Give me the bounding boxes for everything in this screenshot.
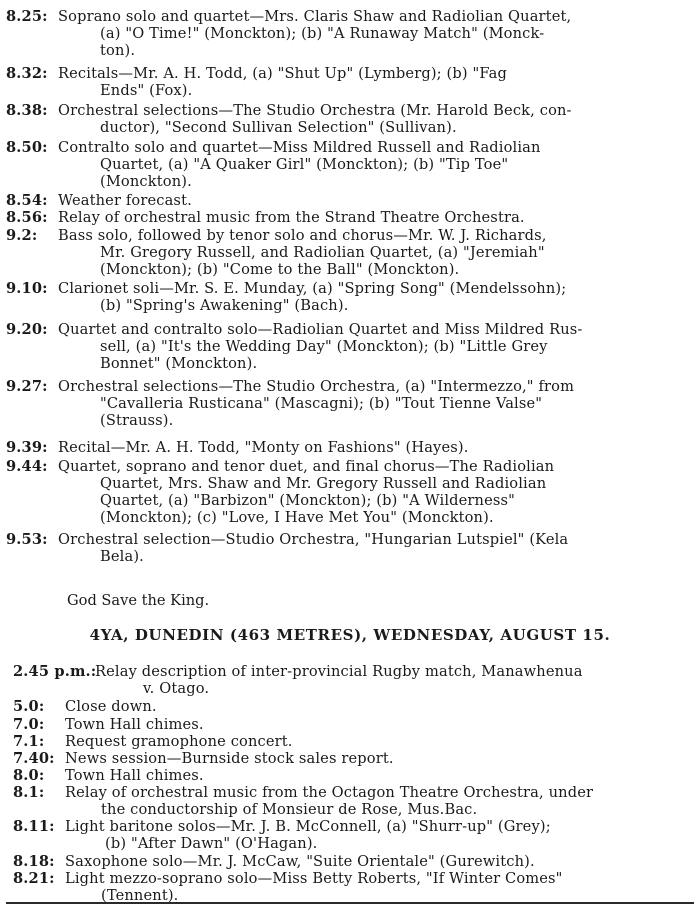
entry-text	[58, 321, 582, 372]
entry-time: 8.54:	[6, 192, 48, 209]
entry-line: News session—Burnside stock sales report.	[65, 750, 394, 767]
entry-time: 8.25:	[6, 8, 48, 25]
entry-time: 9.20:	[6, 321, 48, 338]
entry-time: 8.56:	[6, 209, 48, 226]
entry-line: (b) "After Dawn" (O'Hagan).	[105, 835, 318, 852]
entry-time: 7.0:	[13, 716, 45, 733]
entry-time: 9.39:	[6, 439, 48, 456]
entry-line: Relay description of inter-provincial Rugby match, Manawhenua	[95, 663, 583, 680]
entry-line: Bonnet" (Monckton).	[100, 355, 258, 372]
entry-text	[58, 102, 572, 136]
entry-line: Recitals—Mr. A. H. Todd, (a) "Shut Up" (Lymberg); (b) "Fag	[58, 65, 507, 82]
entry-line: ton).	[100, 42, 136, 59]
entry-time: 8.11:	[13, 818, 55, 835]
entry-line: Clarionet soli—Mr. S. E. Munday, (a) "Spring Song" (Mendelssohn);	[58, 280, 567, 297]
entry-text	[58, 378, 574, 429]
entry-line: ductor), "Second Sullivan Selection" (Sullivan).	[100, 119, 457, 136]
entry-time: 5.0:	[13, 698, 45, 715]
entry-text	[65, 784, 593, 818]
entry-text	[58, 531, 568, 565]
bottom-rule	[6, 902, 694, 904]
entry-time: 7.40:	[13, 750, 55, 767]
entry-line: Orchestral selections—The Studio Orchestra, (a) "Intermezzo," from	[58, 378, 575, 395]
entry-line: Town Hall chimes.	[65, 716, 204, 733]
entry-text	[65, 767, 204, 784]
entry-time: 9.53:	[6, 531, 48, 548]
entry-line: Saxophone solo—Mr. J. McCaw, "Suite Orientale" (Gurewitch).	[65, 853, 535, 870]
entry-time: 9.10:	[6, 280, 48, 297]
entry-text	[58, 65, 507, 99]
entry-line: Quartet, (a) "A Quaker Girl" (Monckton); (b) "Tip Toe"	[100, 156, 509, 173]
entry-text	[65, 750, 394, 767]
entry-line: Bass solo, followed by tenor solo and chorus—Mr. W. J. Richards,	[58, 227, 547, 244]
entry-time: 2.45 p.m.:	[13, 663, 97, 680]
entry-line: (Monckton).	[100, 173, 192, 190]
entry-line: Relay of orchestral music from the Octagon Theatre Orchestra, under	[65, 784, 594, 801]
entry-text	[65, 853, 535, 870]
entry-line: Orchestral selection—Studio Orchestra, "Hungarian Lutspiel" (Kela	[58, 531, 569, 548]
entry-line: the conductorship of Monsieur de Rose, Mus.Bac.	[101, 801, 478, 818]
entry-text	[65, 698, 157, 715]
entry-line: Close down.	[65, 698, 157, 715]
entry-text	[58, 209, 525, 226]
entry-line: "Cavalleria Rusticana" (Mascagni); (b) "Tout Tienne Valse"	[100, 395, 543, 412]
entry-line: Quartet and contralto solo—Radiolian Quartet and Miss Mildred Rus-	[58, 321, 583, 338]
entry-line: (b) "Spring's Awakening" (Bach).	[100, 297, 349, 314]
entry-time: 8.38:	[6, 102, 48, 119]
entry-text	[65, 733, 293, 750]
entry-text	[58, 458, 554, 526]
entry-line: Bela).	[100, 548, 144, 565]
entry-time: 9.2:	[6, 227, 38, 244]
entry-time: 9.27:	[6, 378, 48, 395]
entry-text	[58, 280, 566, 314]
entry-line: Relay of orchestral music from the Strand Theatre Orchestra.	[58, 209, 525, 226]
entry-text	[95, 663, 583, 697]
entry-line: (Monckton); (b) "Come to the Ball" (Monckton).	[100, 261, 460, 278]
station-heading: 4YA, DUNEDIN (463 METRES), WEDNESDAY, AUGUST 15.	[89, 626, 611, 644]
entry-line: Orchestral selections—The Studio Orchestra (Mr. Harold Beck, con-	[58, 102, 572, 119]
entry-time: 8.1:	[13, 784, 45, 801]
entry-text	[58, 227, 547, 278]
entry-text	[65, 818, 551, 852]
entry-line: Quartet, (a) "Barbizon" (Monckton); (b) "A Wilderness"	[100, 492, 516, 509]
entry-line: Request gramophone concert.	[65, 733, 293, 750]
entry-line: Ends" (Fox).	[100, 82, 193, 99]
entry-line: Recital—Mr. A. H. Todd, "Monty on Fashions" (Hayes).	[58, 439, 469, 456]
entry-line: (Tennent).	[101, 887, 179, 904]
entry-time: 8.18:	[13, 853, 55, 870]
entry-text	[65, 716, 204, 733]
entry-line: (Monckton); (c) "Love, I Have Met You" (Monckton).	[100, 509, 494, 526]
entry-line: Quartet, Mrs. Shaw and Mr. Gregory Russell and Radiolian	[100, 475, 547, 492]
entry-line: sell, (a) "It's the Wedding Day" (Monckton); (b) "Little Grey	[100, 338, 548, 355]
entry-time: 8.21:	[13, 870, 55, 887]
closing-line: God Save the King.	[67, 592, 210, 609]
entry-line: Contralto solo and quartet—Miss Mildred Russell and Radiolian	[58, 139, 541, 156]
entry-line: Quartet, soprano and tenor duet, and final chorus—The Radiolian	[58, 458, 555, 475]
entry-line: Mr. Gregory Russell, and Radiolian Quartet, (a) "Jeremiah"	[100, 244, 545, 261]
entry-line: Town Hall chimes.	[65, 767, 204, 784]
entry-line: (a) "O Time!" (Monckton); (b) "A Runaway Match" (Monck-	[100, 25, 545, 42]
entry-text	[58, 139, 541, 190]
entry-text	[58, 439, 469, 456]
entry-text	[58, 192, 192, 209]
entry-line: v. Otago.	[143, 680, 210, 697]
entry-time: 9.44:	[6, 458, 48, 475]
entry-time: 8.0:	[13, 767, 45, 784]
entry-time: 8.32:	[6, 65, 48, 82]
entry-line: Light baritone solos—Mr. J. B. McConnell, (a) "Shurr-up" (Grey);	[65, 818, 551, 835]
entry-time: 7.1:	[13, 733, 45, 750]
entry-line: Light mezzo-soprano solo—Miss Betty Roberts, "If Winter Comes"	[65, 870, 563, 887]
entry-text	[65, 870, 563, 904]
entry-line: Weather forecast.	[58, 192, 192, 209]
entry-line: Soprano solo and quartet—Mrs. Claris Shaw and Radiolian Quartet,	[58, 8, 572, 25]
entry-line: (Strauss).	[100, 412, 174, 429]
entry-text	[58, 8, 571, 59]
entry-time: 8.50:	[6, 139, 48, 156]
